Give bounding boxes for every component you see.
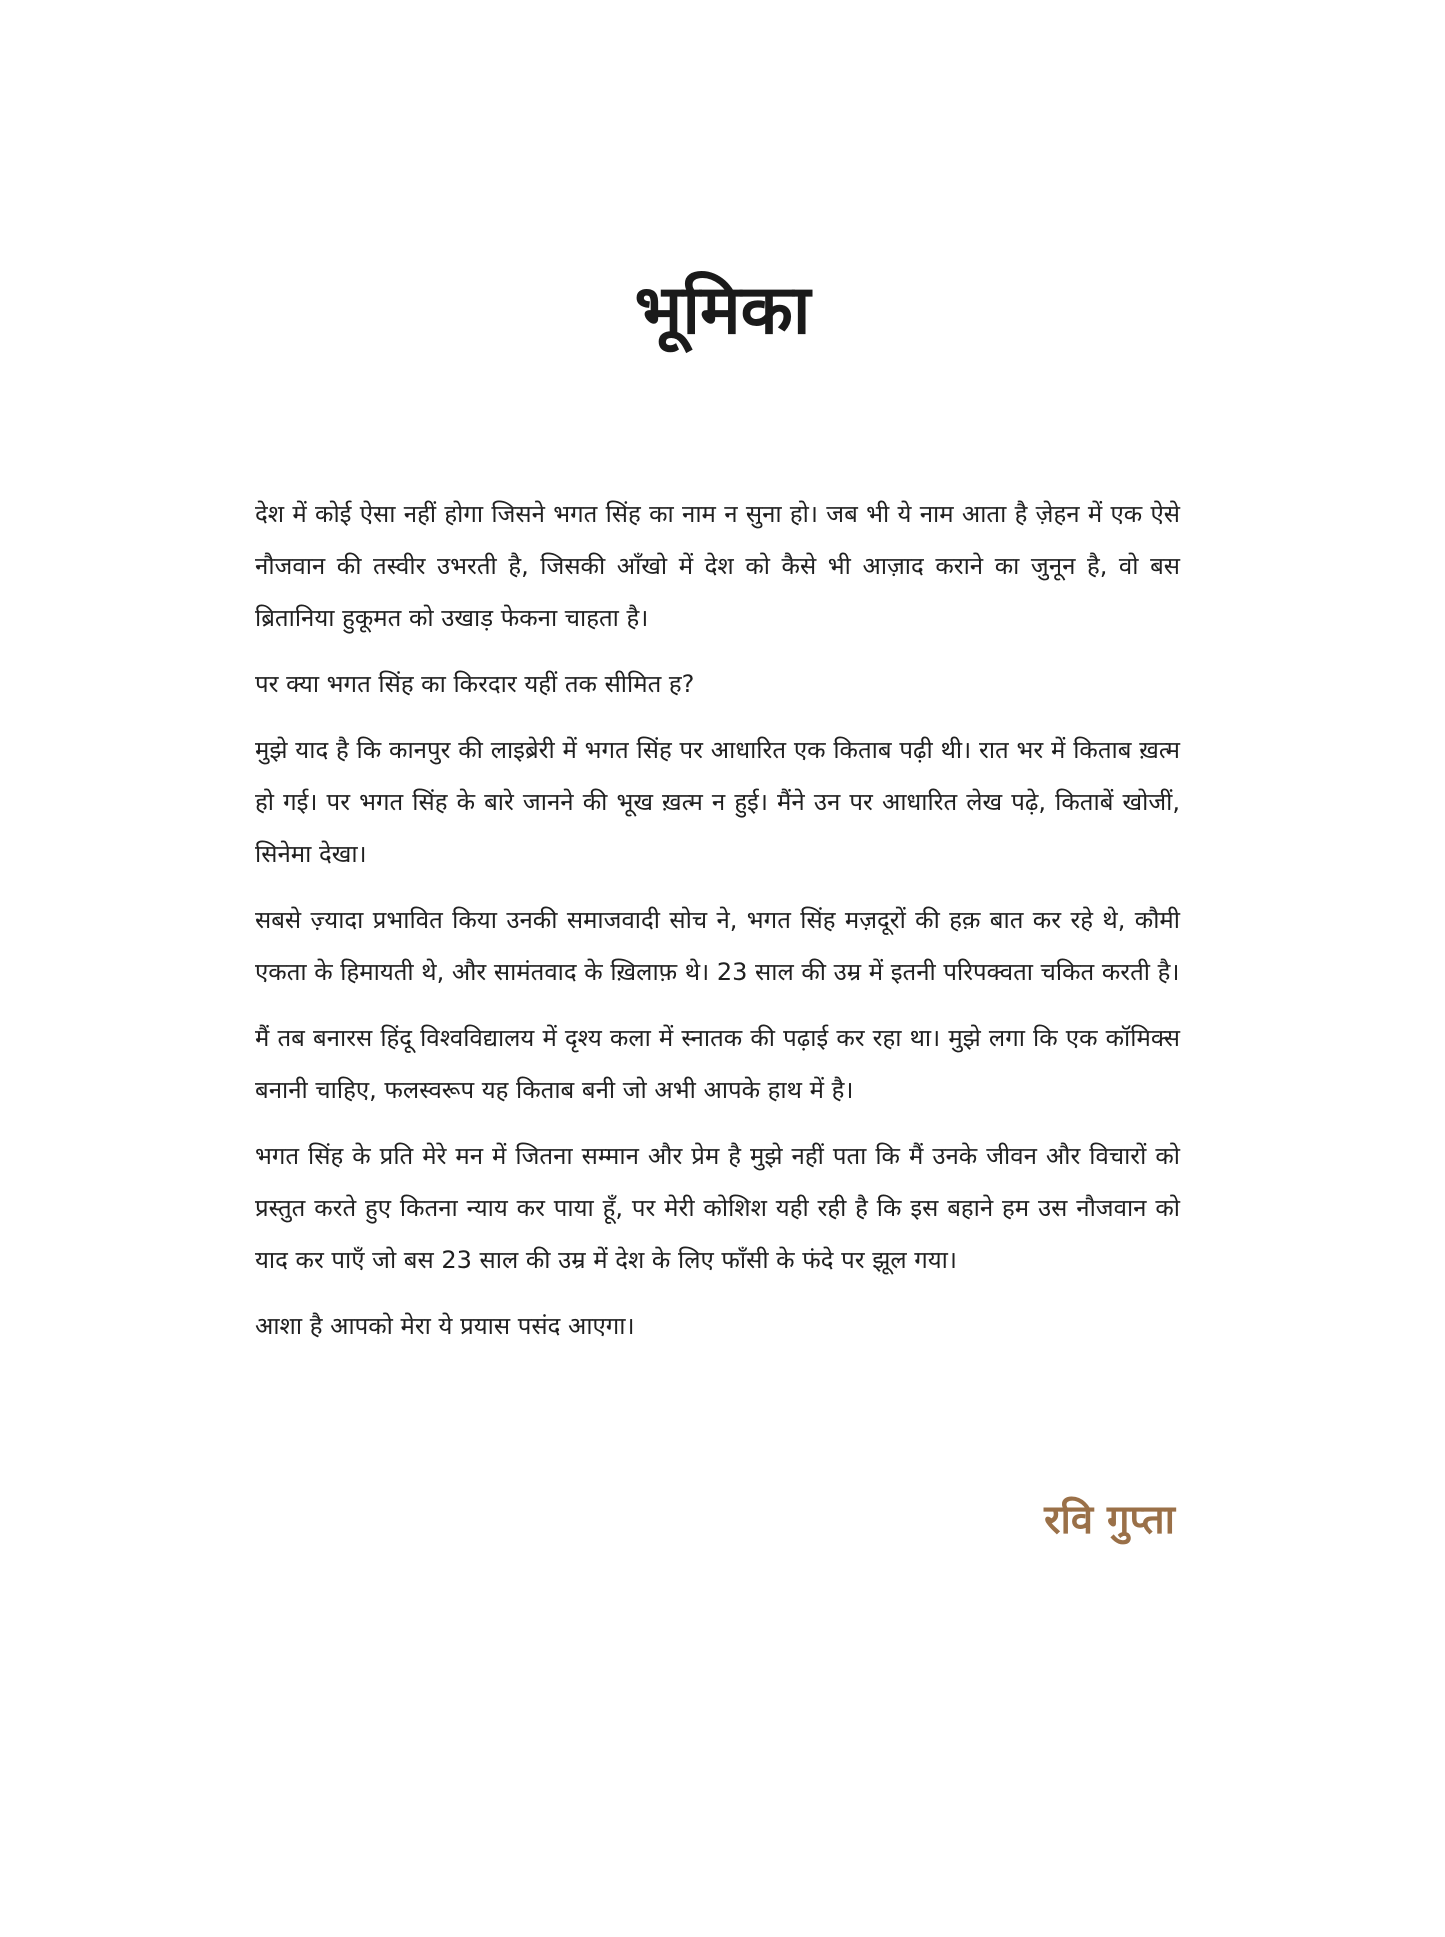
paragraph-3: मुझे याद है कि कानपुर की लाइब्रेरी में भगत सिंह पर आधारित एक किताब पढ़ी थी। रात भर में किताब ख़त्म हो गई। पर भगत सिंह के बारे जानने की भूख ख़त्म न हुई। मैंने उन पर आधारित लेख पढ़े, किताबें खोजीं, सिनेमा देखा।: [255, 736, 1180, 868]
paragraph-7: आशा है आपको मेरा ये प्रयास पसंद आएगा।: [255, 1312, 635, 1340]
paragraph-6: भगत सिंह के प्रति मेरे मन में जितना सम्मान और प्रेम है मुझे नहीं पता कि मैं उनके जीवन और विचारों को प्रस्तुत करते हुए कितना न्याय कर पाया हूँ, पर मेरी कोशिश यही रही है कि इस बहाने हम उस नौजवान को याद कर पाएँ जो बस 23 साल की उम्र में देश के लिए फाँसी के फंदे पर झूल गया।: [255, 1142, 1180, 1274]
paragraph-5: मैं तब बनारस हिंदू विश्वविद्यालय में दृश्य कला में स्नातक की पढ़ाई कर रहा था। मुझे लगा कि एक कॉमिक्स बनानी चाहिए, फलस्वरूप यह किताब बनी जो अभी आपके हाथ में है।: [255, 1024, 1180, 1104]
paragraph-2: पर क्या भगत सिंह का किरदार यहीं तक सीमित ह?: [255, 670, 695, 698]
paragraph-4: सबसे ज़्यादा प्रभावित किया उनकी समाजवादी सोच ने, भगत सिंह मज़दूरों की हक़ बात कर रहे थे, कौमी एकता के हिमायती थे, और सामंतवाद के ख़िलाफ़ थे। 23 साल की उम्र में इतनी परिपक्वता चकित करती है।: [255, 906, 1180, 986]
preface-body: [255, 488, 1180, 1366]
paragraph-1: देश में कोई ऐसा नहीं होगा जिसने भगत सिंह का नाम न सुना हो। जब भी ये नाम आता है ज़ेहन में एक ऐसे नौजवान की तस्वीर उभरती है, जिसकी आँखो में देश को कैसे भी आज़ाद कराने का जुनून है, वो बस ब्रितानिया हुकूमत को उखाड़ फेकना चाहता है।: [255, 500, 1180, 632]
page-title: भूमिका: [634, 271, 811, 350]
author-signature: रवि गुप्ता: [1044, 1497, 1175, 1543]
